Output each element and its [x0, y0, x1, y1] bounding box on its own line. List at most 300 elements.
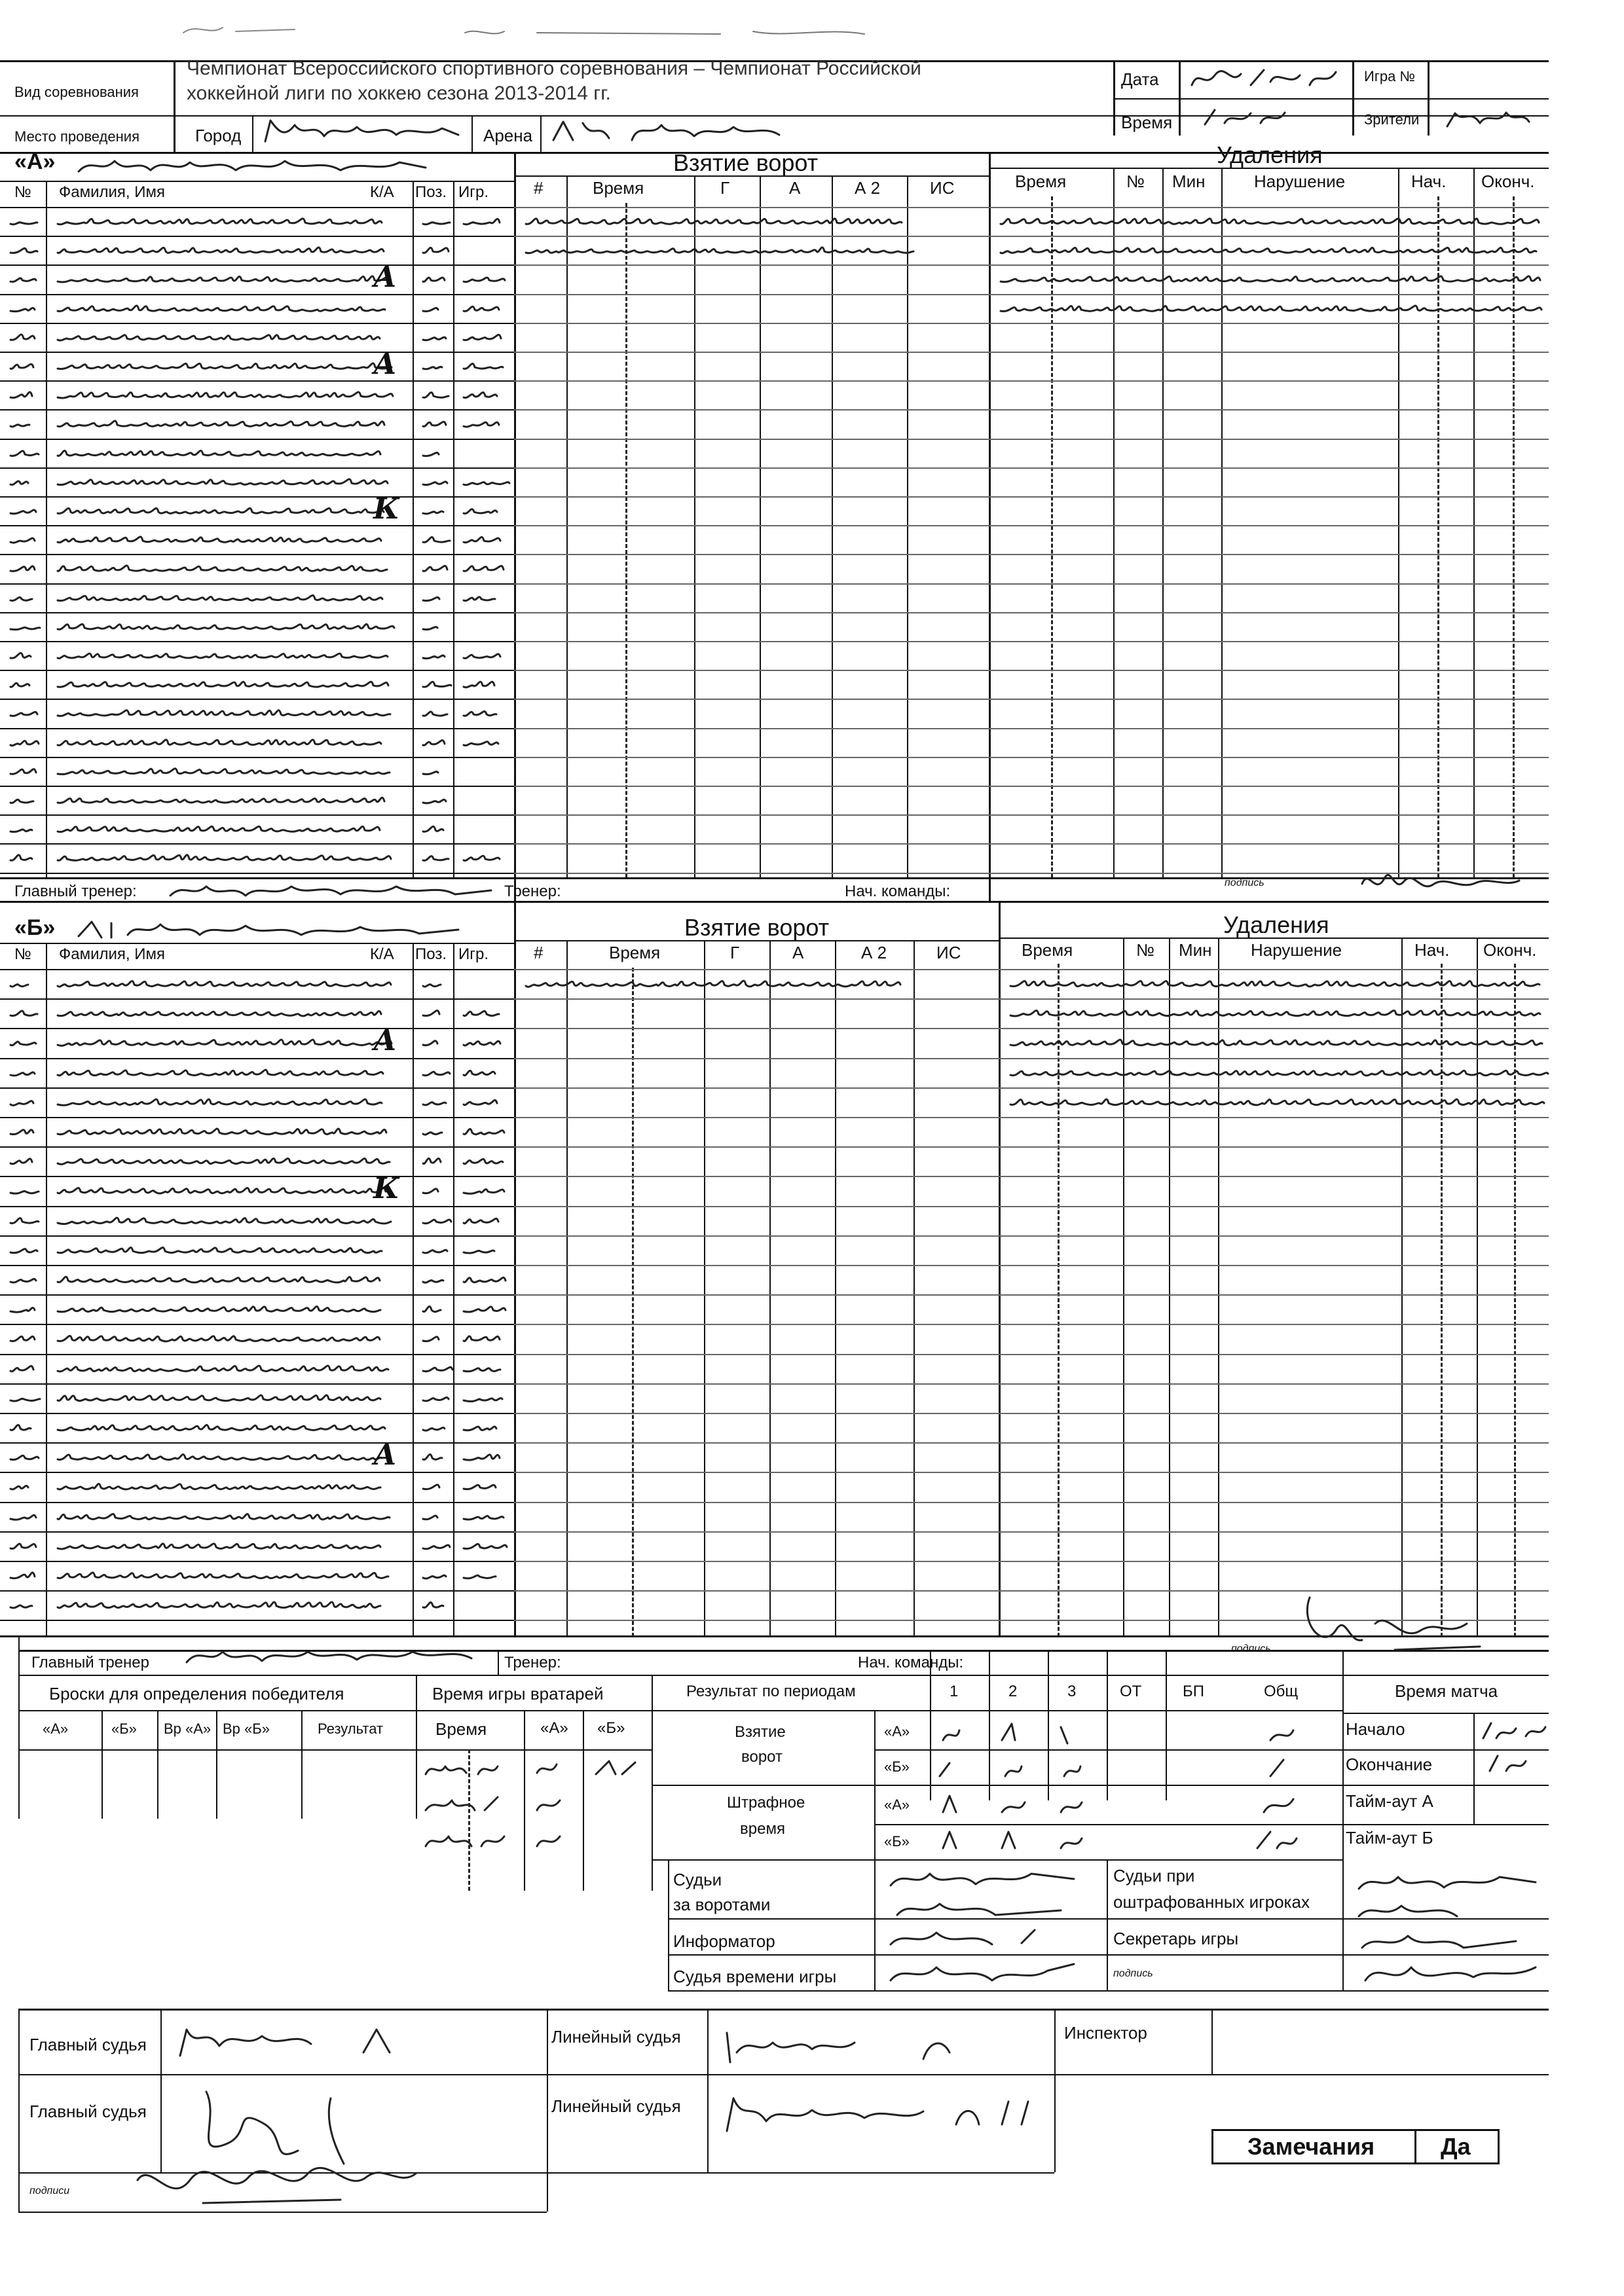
- team-a-name-handwritten: [72, 151, 439, 180]
- team_a-player-position: [418, 325, 451, 349]
- team_b-player-number: [5, 1474, 41, 1499]
- team_b-player-played: [458, 1326, 507, 1351]
- timeout-b-label: Тайм-аут Б: [1346, 1828, 1433, 1848]
- team_a-player-name: [52, 470, 393, 494]
- team_b-player-number: [5, 1238, 41, 1262]
- team_a-player-number: [5, 354, 41, 378]
- team_b-player-played: [458, 1061, 507, 1085]
- team_a-player-number: [5, 528, 41, 551]
- team_a-captain-mark: А: [373, 348, 397, 381]
- team_b-player-position: [418, 1267, 451, 1292]
- team_b-player-number: [5, 1267, 41, 1292]
- team_b-penalties-col-4: Нач.: [1414, 940, 1450, 960]
- team_a-roster-col-3: Поз.: [415, 183, 447, 201]
- handwritten-city: [259, 115, 468, 151]
- team_b-player-position: [418, 1534, 451, 1558]
- team_b-goals-col-4: А 2: [861, 943, 887, 962]
- team_b-player-position: [418, 1563, 451, 1588]
- team_a-player-played: [458, 556, 507, 580]
- team_a-player-name: [52, 354, 393, 378]
- team_a-player-name: [52, 586, 393, 610]
- period-col-total: Общ: [1264, 1683, 1299, 1700]
- shootout-col-time-b: Вр «Б»: [223, 1721, 270, 1737]
- team_b-player-played: [458, 1267, 507, 1292]
- team-b-head-coach-label: Главный тренер: [31, 1654, 149, 1671]
- team_b-player-number: [5, 1178, 41, 1203]
- team_b-player-number: [5, 1326, 41, 1351]
- team_b-player-number: [5, 1209, 41, 1233]
- handwritten-date: [1185, 62, 1342, 95]
- team_b-player-number: [5, 1445, 41, 1469]
- team_b-player-name: [52, 1357, 393, 1381]
- team_a-player-played: [458, 672, 507, 696]
- team_b-player-played: [458, 1149, 507, 1173]
- team_b-penalties-col-5: Оконч.: [1483, 940, 1537, 960]
- team-a-goals-title: Взятие ворот: [673, 149, 819, 176]
- penalty-box-judges-label-1: Судьи при: [1113, 1866, 1195, 1886]
- team_a-player-position: [418, 499, 451, 522]
- team-a-penalties-title: Удаления: [1217, 141, 1323, 168]
- handwritten-corner-note: [177, 13, 308, 43]
- goal-judges-label-1: Судьи: [673, 1870, 722, 1889]
- team_b-goals-col-1: Время: [609, 943, 661, 962]
- team_a-player-number: [5, 267, 41, 291]
- team-a-signature: [1356, 864, 1526, 903]
- team_b-player-name: [52, 1209, 393, 1233]
- team_a-player-played: [458, 412, 507, 435]
- team_a-player-position: [418, 383, 451, 407]
- team_a-player-played: [458, 731, 507, 754]
- team_b-player-position: [418, 1178, 451, 1203]
- team_a-player-name: [52, 701, 393, 725]
- team_b-player-number: [5, 972, 41, 996]
- team_a-player-position: [418, 788, 451, 812]
- team_b-player-name: [52, 1238, 393, 1262]
- team_a-player-name: [52, 817, 393, 841]
- team_b-player-position: [418, 1386, 451, 1410]
- team_a-penalty-entry: [995, 238, 1549, 262]
- team_b-player-position: [418, 1504, 451, 1529]
- period-col-ot: ОТ: [1120, 1683, 1142, 1700]
- team_b-goals-col-5: ИС: [936, 943, 961, 962]
- team_b-player-number: [5, 1030, 41, 1055]
- team_b-player-number: [5, 1120, 41, 1144]
- team_a-goal-entry: [521, 238, 913, 262]
- team_b-player-position: [418, 1297, 451, 1321]
- team_b-player-played: [458, 1563, 507, 1588]
- team-b-goals-title: Взятие ворот: [684, 914, 830, 941]
- team_a-player-number: [5, 644, 41, 667]
- team_a-player-number: [5, 817, 41, 841]
- team_b-player-name: [52, 1149, 393, 1173]
- team_a-player-played: [458, 354, 507, 378]
- team-a-head-coach-label: Главный тренер:: [14, 883, 137, 900]
- team_b-captain-mark: А: [373, 1024, 397, 1058]
- team_b-player-played: [458, 1238, 507, 1262]
- goalie-time-col-a: «А»: [540, 1719, 568, 1737]
- periods-goals-label-1: Взятие: [735, 1723, 786, 1741]
- team_b-player-position: [418, 1238, 451, 1262]
- team_a-penalties-col-3: Нарушение: [1254, 172, 1346, 191]
- team_a-player-position: [418, 731, 451, 754]
- team_a-penalties-col-0: Время: [1015, 172, 1067, 191]
- team_b-player-position: [418, 1120, 451, 1144]
- team_b-penalties-col-3: Нарушение: [1251, 940, 1342, 960]
- match-time-end-label: Окончание: [1346, 1755, 1433, 1774]
- team_a-player-name: [52, 267, 393, 291]
- team_b-player-position: [418, 1357, 451, 1381]
- team_b-player-number: [5, 1061, 41, 1085]
- remarks-value: Да: [1441, 2133, 1471, 2160]
- informer-label: Информатор: [673, 1931, 775, 1951]
- timekeeper-label: Судья времени игры: [673, 1967, 837, 1986]
- penalty-box-judges-label-2: оштрафованных игроках: [1113, 1892, 1310, 1912]
- team_b-penalty-entry: [1005, 972, 1549, 996]
- team_a-player-number: [5, 441, 41, 465]
- team_b-player-number: [5, 1563, 41, 1588]
- team_a-player-name: [52, 297, 393, 320]
- team_b-player-name: [52, 1474, 393, 1499]
- team_a-player-number: [5, 412, 41, 435]
- team_b-player-number: [5, 1534, 41, 1558]
- team_a-player-played: [458, 383, 507, 407]
- team_b-roster-col-4: Игр.: [458, 945, 489, 963]
- team_b-player-position: [418, 1030, 451, 1055]
- periods-goals-label-2: ворот: [741, 1748, 783, 1766]
- team_a-player-played: [458, 644, 507, 667]
- team_a-player-position: [418, 412, 451, 435]
- time-label: Время: [1121, 113, 1173, 132]
- team_b-player-name: [52, 1326, 393, 1351]
- shootout-title: Броски для определения победителя: [49, 1684, 344, 1704]
- officials-signature-label: подпись: [1113, 1968, 1153, 1979]
- team_b-player-played: [458, 1120, 507, 1144]
- team_a-player-number: [5, 325, 41, 349]
- team-b-penalties-title: Удаления: [1223, 911, 1329, 938]
- team-a-coach-label: Тренер:: [504, 883, 561, 900]
- team_a-player-name: [52, 731, 393, 754]
- team_b-player-name: [52, 1593, 393, 1617]
- team_a-player-name: [52, 615, 393, 638]
- team_a-player-position: [418, 644, 451, 667]
- team_a-player-name: [52, 556, 393, 580]
- goalie-time-title: Время игры вратарей: [432, 1684, 604, 1704]
- team_a-penalty-entry: [995, 297, 1549, 320]
- date-label: Дата: [1121, 69, 1159, 89]
- team_a-player-played: [458, 210, 507, 233]
- team_b-player-number: [5, 1001, 41, 1025]
- team_b-roster-col-0: №: [14, 945, 31, 963]
- team_b-player-name: [52, 1267, 393, 1292]
- team_a-captain-mark: К: [373, 492, 400, 526]
- referee-1-label: Главный судья: [29, 2035, 147, 2054]
- team_a-player-position: [418, 615, 451, 638]
- team_a-player-number: [5, 701, 41, 725]
- team_b-player-name: [52, 1030, 393, 1055]
- goalie-time-col-time: Время: [435, 1719, 487, 1739]
- linesman-2-label: Линейный судья: [551, 2096, 681, 2116]
- team_b-player-position: [418, 1593, 451, 1617]
- team_b-player-played: [458, 1357, 507, 1381]
- team_a-player-position: [418, 817, 451, 841]
- team_a-player-name: [52, 672, 393, 696]
- periods-pim-team-b: «Б»: [884, 1833, 910, 1850]
- team_a-player-number: [5, 210, 41, 233]
- team_a-roster-col-0: №: [14, 183, 31, 201]
- team_a-player-number: [5, 586, 41, 610]
- team_a-player-number: [5, 846, 41, 869]
- team_a-player-number: [5, 615, 41, 638]
- team_b-player-name: [52, 1120, 393, 1144]
- bottom-signature: [124, 2141, 426, 2213]
- team_b-player-position: [418, 1001, 451, 1025]
- team_a-player-number: [5, 470, 41, 494]
- team_a-player-number: [5, 731, 41, 754]
- team-a-signature-label: подпись: [1225, 877, 1264, 888]
- team_b-goal-entry: [521, 972, 913, 996]
- team_a-player-position: [418, 210, 451, 233]
- team_a-player-name: [52, 644, 393, 667]
- team_b-player-name: [52, 1386, 393, 1410]
- team_a-player-number: [5, 238, 41, 262]
- team_a-player-position: [418, 759, 451, 783]
- periods-goals-team-b: «Б»: [884, 1758, 910, 1775]
- team_b-player-number: [5, 1090, 41, 1114]
- goalie-time-col-b: «Б»: [597, 1719, 625, 1737]
- team_a-player-played: [458, 846, 507, 869]
- team-b-signature: [1297, 1584, 1493, 1656]
- team_b-captain-mark: А: [373, 1438, 397, 1472]
- team_a-penalty-entry: [995, 210, 1549, 233]
- team_a-player-played: [458, 297, 507, 320]
- team_a-player-played: [458, 701, 507, 725]
- team_a-player-played: [458, 528, 507, 551]
- team_a-player-played: [458, 499, 507, 522]
- goal-judges-label-2: за воротами: [673, 1895, 771, 1914]
- team_b-player-name: [52, 1001, 393, 1025]
- team_b-penalty-entry: [1005, 1090, 1549, 1114]
- team_a-player-name: [52, 210, 393, 233]
- handwritten-top-note: [458, 20, 917, 46]
- team_b-roster-col-2: К/А: [370, 945, 394, 963]
- team_b-player-number: [5, 1386, 41, 1410]
- period-col-1: 1: [950, 1683, 959, 1700]
- team-a-team-chief-label: Нач. команды:: [845, 883, 951, 900]
- referee-1-handwritten: [167, 2016, 442, 2069]
- team_a-player-number: [5, 383, 41, 407]
- team_b-goals-col-0: #: [534, 943, 544, 962]
- team_b-player-position: [418, 972, 451, 996]
- team_b-roster-col-3: Поз.: [415, 945, 447, 963]
- team_b-player-played: [458, 1297, 507, 1321]
- team_a-player-number: [5, 499, 41, 522]
- team_b-player-name: [52, 1297, 393, 1321]
- team_a-player-name: [52, 788, 393, 812]
- team_b-player-number: [5, 1149, 41, 1173]
- linesman-1-label: Линейный судья: [551, 2027, 681, 2047]
- team_b-penalties-col-1: №: [1136, 940, 1154, 960]
- team_a-roster-col-1: Фамилия, Имя: [59, 183, 165, 201]
- team_a-player-name: [52, 759, 393, 783]
- team_b-player-played: [458, 1001, 507, 1025]
- team_a-penalties-col-1: №: [1126, 172, 1145, 191]
- match-time-handwritten: [1477, 1715, 1549, 1781]
- team_b-player-number: [5, 1593, 41, 1617]
- linesman-1-handwritten: [714, 2013, 1041, 2072]
- team_b-player-number: [5, 1297, 41, 1321]
- team_b-player-played: [458, 1534, 507, 1558]
- team_b-player-number: [5, 1415, 41, 1440]
- periods-handwritten-values: [930, 1714, 1336, 1858]
- team_b-player-name: [52, 1504, 393, 1529]
- shootout-col-a: «А»: [43, 1721, 69, 1737]
- team_a-penalties-col-5: Оконч.: [1481, 172, 1535, 191]
- competition-label: Вид соревнования: [14, 84, 139, 100]
- team-a-tag: «А»: [14, 149, 56, 174]
- periods-goals-team-a: «А»: [884, 1723, 910, 1740]
- inspector-label: Инспектор: [1064, 2023, 1147, 2043]
- team_a-player-number: [5, 788, 41, 812]
- team_a-player-position: [418, 267, 451, 291]
- team_b-player-played: [458, 1090, 507, 1114]
- team_b-player-played: [458, 1415, 507, 1440]
- team_a-player-name: [52, 441, 393, 465]
- team_b-player-number: [5, 1504, 41, 1529]
- match-time-title: Время матча: [1395, 1681, 1498, 1701]
- team_a-captain-mark: А: [373, 261, 397, 295]
- team_b-player-name: [52, 1563, 393, 1588]
- team_a-player-position: [418, 528, 451, 551]
- team_a-roster-col-2: К/А: [370, 183, 394, 201]
- team-a-head-coach-handwritten: [164, 877, 504, 903]
- team_b-player-position: [418, 1149, 451, 1173]
- team_a-goals-col-1: Время: [593, 178, 644, 198]
- team_a-player-position: [418, 441, 451, 465]
- team_a-player-position: [418, 586, 451, 610]
- game-number-label: Игра №: [1364, 68, 1416, 84]
- team_b-player-number: [5, 1357, 41, 1381]
- period-col-3: 3: [1067, 1683, 1077, 1700]
- handwritten-arena: [547, 115, 861, 151]
- team-b-team-chief-label: Нач. команды:: [858, 1654, 964, 1671]
- referees-signatures-label: подписи: [29, 2185, 70, 2196]
- spectators-label: Зрители: [1364, 111, 1420, 128]
- team_b-captain-mark: К: [373, 1172, 400, 1206]
- team_b-penalties-col-0: Время: [1022, 940, 1073, 960]
- team_a-player-position: [418, 297, 451, 320]
- shootout-col-b: «Б»: [111, 1721, 137, 1737]
- team_a-penalty-entry: [995, 267, 1549, 291]
- team_a-player-position: [418, 354, 451, 378]
- team-b-name-handwritten: [72, 915, 478, 945]
- team_b-player-played: [458, 1209, 507, 1233]
- team_a-player-position: [418, 672, 451, 696]
- team_b-roster-col-1: Фамилия, Имя: [59, 945, 165, 963]
- team_b-goals-col-3: А: [792, 943, 804, 962]
- period-col-2: 2: [1008, 1683, 1018, 1700]
- team_a-player-number: [5, 297, 41, 320]
- team_a-player-name: [52, 846, 393, 869]
- team_a-player-name: [52, 383, 393, 407]
- team_a-goal-entry: [521, 210, 913, 233]
- team_b-player-position: [418, 1090, 451, 1114]
- team_b-player-position: [418, 1445, 451, 1469]
- team_b-player-played: [458, 1178, 507, 1203]
- team_a-roster-col-4: Игр.: [458, 183, 489, 201]
- team_a-goals-col-5: ИС: [930, 178, 955, 198]
- match-time-start-label: Начало: [1346, 1719, 1405, 1739]
- team_a-goals-col-2: Г: [720, 178, 730, 198]
- team-b-signature-label: подпись: [1231, 1643, 1271, 1654]
- handwritten-time: [1198, 103, 1290, 133]
- team_b-penalty-entry: [1005, 1061, 1549, 1085]
- team_a-player-name: [52, 412, 393, 435]
- referee-2-label: Главный судья: [29, 2102, 147, 2121]
- team_a-player-name: [52, 528, 393, 551]
- team_b-player-played: [458, 1474, 507, 1499]
- team_a-player-position: [418, 701, 451, 725]
- periods-pim-team-a: «А»: [884, 1796, 910, 1813]
- team_b-player-played: [458, 1504, 507, 1529]
- periods-pim-label-1: Штрафное: [727, 1794, 805, 1812]
- team_b-player-name: [52, 1178, 393, 1203]
- team_a-penalties-col-2: Мин: [1172, 172, 1206, 191]
- team_a-player-position: [418, 846, 451, 869]
- team_a-player-name: [52, 238, 393, 262]
- officials-names-handwritten-right: [1346, 1863, 1549, 1994]
- team_a-player-played: [458, 267, 507, 291]
- team_b-player-played: [458, 1445, 507, 1469]
- team_a-player-number: [5, 759, 41, 783]
- team_b-player-position: [418, 1326, 451, 1351]
- shootout-col-time-a: Вр «А»: [164, 1721, 212, 1737]
- team_a-player-played: [458, 586, 507, 610]
- remarks-label: Замечания: [1247, 2133, 1375, 2160]
- team_b-player-name: [52, 972, 393, 996]
- team_b-player-played: [458, 1386, 507, 1410]
- team-b-head-coach-handwritten: [180, 1640, 494, 1673]
- team-b-coach-label: Тренер:: [504, 1654, 561, 1671]
- team_b-penalties-col-2: Мин: [1179, 940, 1212, 960]
- period-col-so: БП: [1183, 1683, 1204, 1700]
- team_a-player-number: [5, 556, 41, 580]
- team_a-player-number: [5, 672, 41, 696]
- team_a-penalties-col-4: Нач.: [1411, 172, 1447, 191]
- team_a-player-position: [418, 238, 451, 262]
- competition-title-line1: Чемпионат Всероссийского спортивного соревнования – Чемпионат Российской: [187, 58, 921, 79]
- city-label: Город: [195, 126, 242, 145]
- team_b-player-position: [418, 1061, 451, 1085]
- linesman-2-handwritten: [714, 2085, 1054, 2144]
- periods-pim-label-2: время: [740, 1820, 785, 1838]
- shootout-col-result: Результат: [318, 1721, 384, 1737]
- team_b-player-position: [418, 1474, 451, 1499]
- team_a-player-name: [52, 325, 393, 349]
- team_b-player-played: [458, 1030, 507, 1055]
- team_a-goals-col-0: #: [534, 178, 544, 198]
- officials-names-handwritten-left: [877, 1859, 1103, 1990]
- goalie-time-handwritten: [419, 1755, 648, 1886]
- team_a-player-position: [418, 470, 451, 494]
- team_a-goals-col-4: А 2: [855, 178, 881, 198]
- handwritten-spectators: [1441, 103, 1532, 133]
- team_a-player-position: [418, 556, 451, 580]
- periods-title: Результат по периодам: [686, 1683, 856, 1700]
- secretary-label: Секретарь игры: [1113, 1929, 1239, 1948]
- competition-title-line2: хоккейной лиги по хоккею сезона 2013-2014 гг.: [187, 82, 611, 104]
- team_b-penalty-entry: [1005, 1030, 1549, 1055]
- timeout-a-label: Тайм-аут А: [1346, 1791, 1433, 1811]
